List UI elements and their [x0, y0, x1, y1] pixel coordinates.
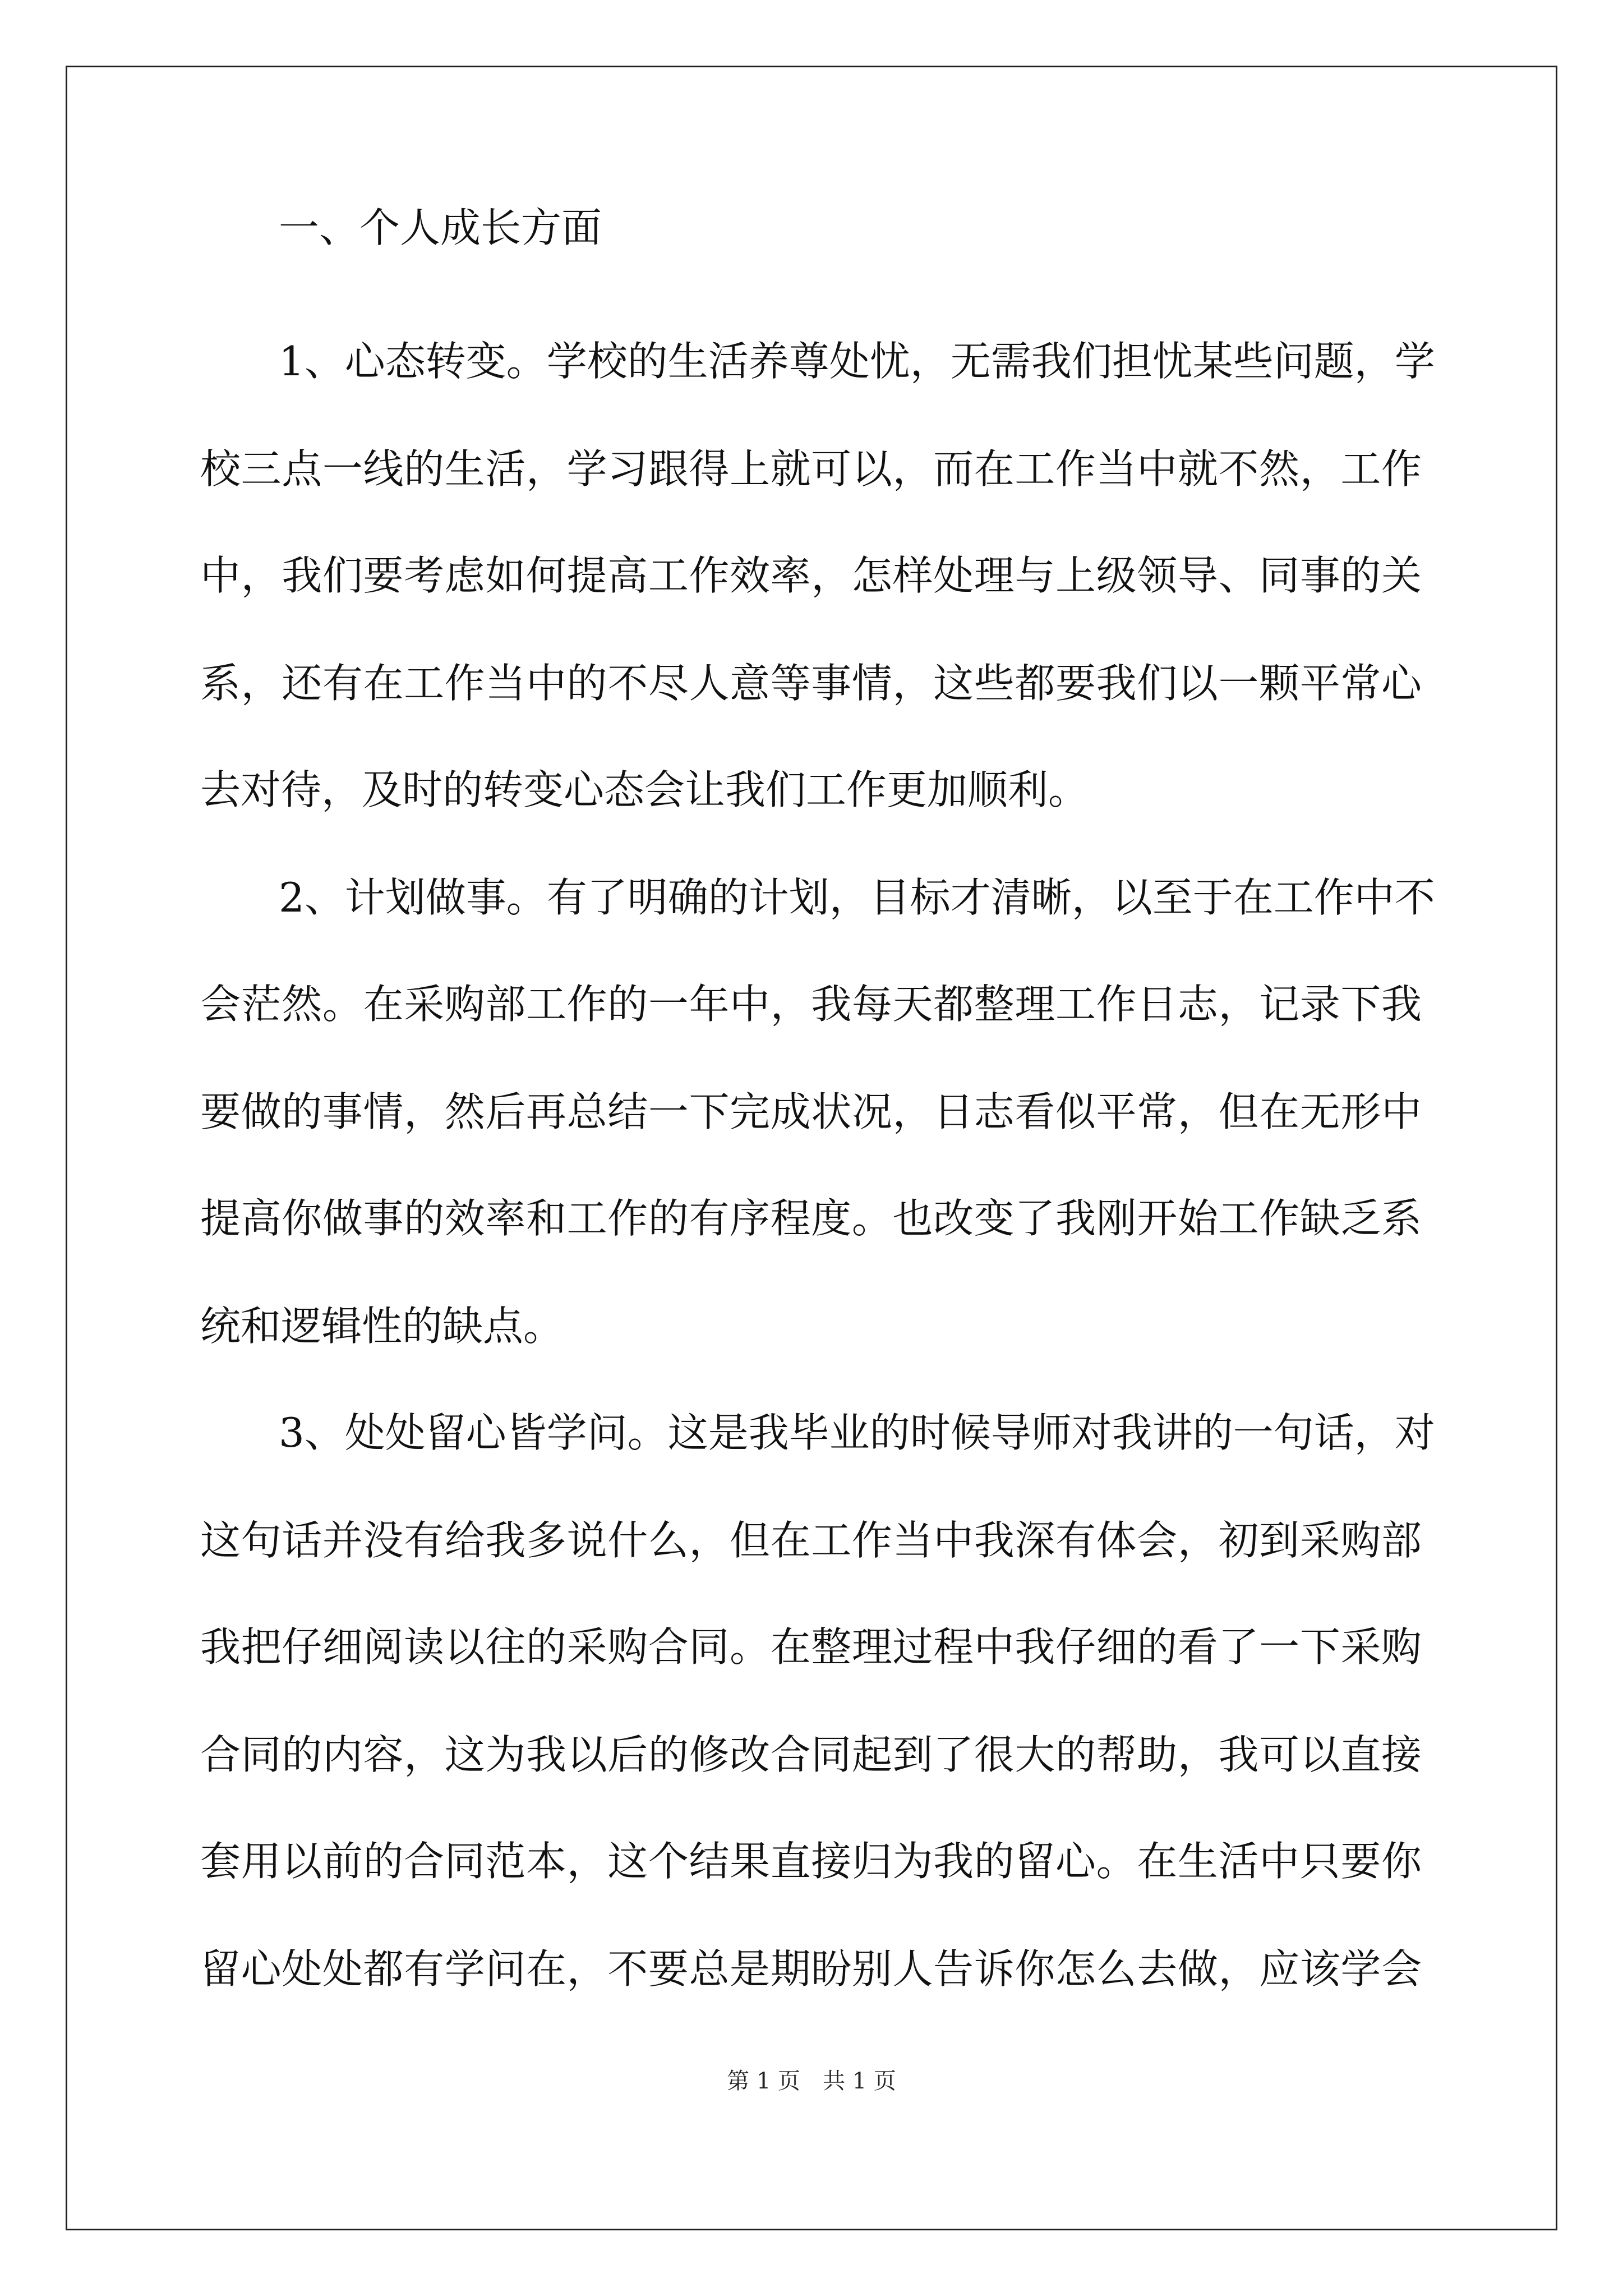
paragraph-1-line-4: 系，还有在工作当中的不尽人意等事情，这些都要我们以一颗平常心: [200, 660, 1422, 707]
paragraph-3-line-2: 这句话并没有给我多说什么，但在工作当中我深有体会，初到采购部: [200, 1517, 1422, 1564]
paragraph-1-line-1: 1、心态转变。学校的生活养尊处忧，无需我们担忧某些问题，学: [279, 338, 1435, 385]
section-heading: 一、个人成长方面: [279, 204, 602, 251]
paragraph-3-line-4: 合同的内容，这为我以后的修改合同起到了很大的帮助，我可以直接: [200, 1731, 1422, 1778]
paragraph-3-line-3: 我把仔细阅读以往的采购合同。在整理过程中我仔细的看了一下采购: [200, 1623, 1422, 1671]
paragraph-3-line-1: 3、处处留心皆学问。这是我毕业的时候导师对我讲的一句话，对: [279, 1409, 1435, 1456]
paragraph-1-line-3: 中，我们要考虑如何提高工作效率，怎样处理与上级领导、同事的关: [200, 552, 1422, 599]
paragraph-2-line-2: 会茫然。在采购部工作的一年中，我每天都整理工作日志，记录下我: [200, 981, 1422, 1028]
paragraph-1-line-2: 校三点一线的生活，学习跟得上就可以，而在工作当中就不然，工作: [200, 445, 1422, 493]
paragraph-2-line-3: 要做的事情，然后再总结一下完成状况，日志看似平常，但在无形中: [200, 1088, 1422, 1135]
paragraph-2-line-5: 统和逻辑性的缺点。: [200, 1303, 564, 1350]
paragraph-3-line-6: 留心处处都有学问在，不要总是期盼别人告诉你怎么去做，应该学会: [200, 1945, 1422, 1993]
paragraph-2-line-1: 2、计划做事。有了明确的计划，目标才清晰，以至于在工作中不: [279, 874, 1435, 921]
page-border: [66, 66, 1557, 2230]
paragraph-3-line-5: 套用以前的合同范本，这个结果直接归为我的留心。在生活中只要你: [200, 1838, 1422, 1885]
paragraph-2-line-4: 提高你做事的效率和工作的有序程度。也改变了我刚开始工作缺乏系: [200, 1195, 1422, 1242]
paragraph-1-line-5: 去对待，及时的转变心态会让我们工作更加顺利。: [200, 766, 1089, 813]
page-footer: 第 1 页 共 1 页: [727, 2068, 896, 2094]
